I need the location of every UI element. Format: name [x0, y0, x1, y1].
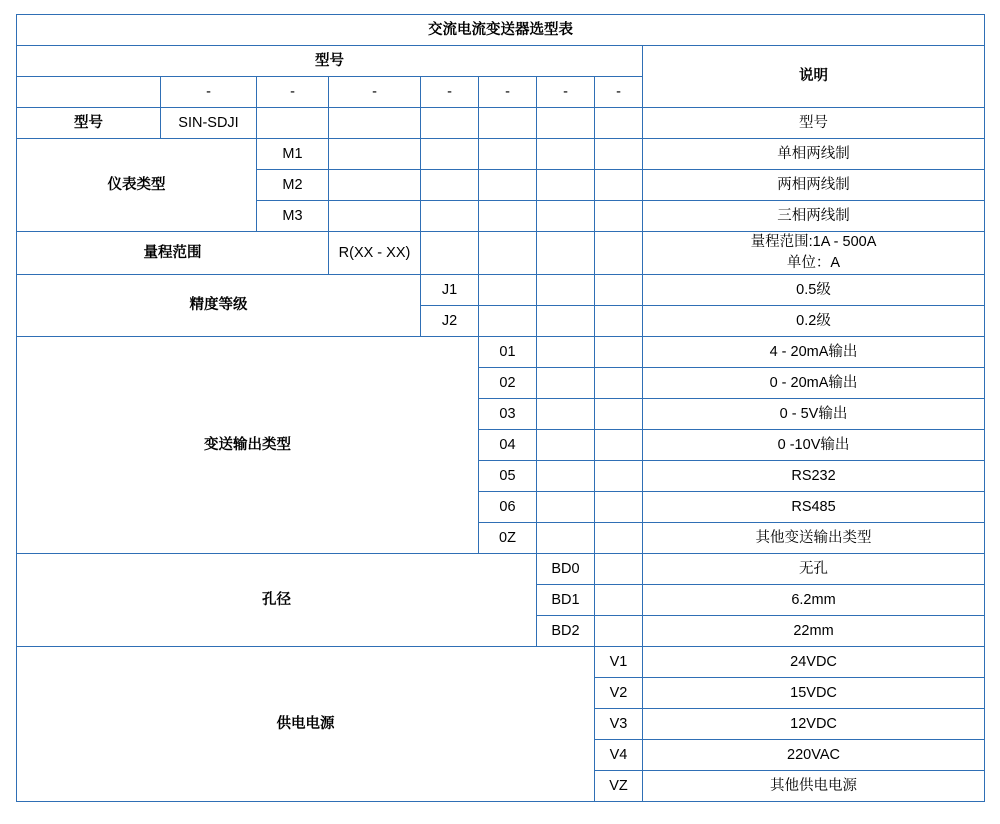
empty-cell: [595, 275, 643, 306]
output-type-code-04: 04: [479, 430, 537, 461]
row-label-model: 型号: [17, 108, 161, 139]
empty-cell: [479, 201, 537, 232]
empty-cell: [595, 399, 643, 430]
output-type-desc-06: RS485: [643, 492, 985, 523]
empty-cell: [257, 108, 329, 139]
empty-cell: [329, 108, 421, 139]
page-title: 交流电流变送器选型表: [17, 15, 985, 46]
aperture-desc-bd1: 6.2mm: [643, 585, 985, 616]
empty-cell: [595, 139, 643, 170]
empty-cell: [537, 306, 595, 337]
accuracy-desc-j1: 0.5级: [643, 275, 985, 306]
empty-cell: [595, 585, 643, 616]
output-type-code-02: 02: [479, 368, 537, 399]
output-type-code-06: 06: [479, 492, 537, 523]
ac-current-transducer-selection-table: [16, 14, 985, 802]
dash-cell-3: -: [329, 77, 421, 108]
table-row: [17, 554, 985, 585]
empty-cell: [537, 337, 595, 368]
dash-cell-6: -: [537, 77, 595, 108]
output-type-desc-02: 0 - 20mA输出: [643, 368, 985, 399]
empty-cell: [595, 616, 643, 647]
meter-type-desc-m3: 三相两线制: [643, 201, 985, 232]
meter-type-code-m2: M2: [257, 170, 329, 201]
dash-cell-5: -: [479, 77, 537, 108]
power-code-v1: V1: [595, 647, 643, 678]
empty-cell: [479, 306, 537, 337]
empty-cell: [537, 430, 595, 461]
range-desc: [643, 232, 985, 275]
aperture-code-bd0: BD0: [537, 554, 595, 585]
empty-cell: [595, 461, 643, 492]
empty-cell: [595, 492, 643, 523]
row-label-meter-type: 仪表类型: [17, 139, 257, 232]
power-code-v3: V3: [595, 709, 643, 740]
empty-cell: [595, 170, 643, 201]
output-type-desc-05: RS232: [643, 461, 985, 492]
dash-cell-4: -: [421, 77, 479, 108]
empty-cell: [595, 201, 643, 232]
empty-cell: [479, 108, 537, 139]
empty-cell: [421, 232, 479, 275]
row-label-range: 量程范围: [17, 232, 329, 275]
aperture-code-bd1: BD1: [537, 585, 595, 616]
empty-cell: [329, 170, 421, 201]
empty-cell: [537, 368, 595, 399]
meter-type-desc-m1: 单相两线制: [643, 139, 985, 170]
empty-cell: [595, 523, 643, 554]
dash-cell-7: -: [595, 77, 643, 108]
empty-cell: [537, 201, 595, 232]
meter-type-desc-m2: 两相两线制: [643, 170, 985, 201]
power-code-vz: VZ: [595, 771, 643, 802]
empty-cell: [595, 554, 643, 585]
output-type-code-0z: 0Z: [479, 523, 537, 554]
table-row: [17, 46, 985, 77]
empty-cell: [329, 201, 421, 232]
table-row: [17, 108, 985, 139]
empty-cell: [479, 139, 537, 170]
row-label-power: 供电电源: [17, 647, 595, 802]
output-type-code-03: 03: [479, 399, 537, 430]
empty-cell: [537, 232, 595, 275]
power-code-v4: V4: [595, 740, 643, 771]
aperture-desc-bd0: 无孔: [643, 554, 985, 585]
output-type-code-01: 01: [479, 337, 537, 368]
empty-cell: [479, 232, 537, 275]
empty-cell: [595, 430, 643, 461]
power-desc-v1: 24VDC: [643, 647, 985, 678]
table-row: [17, 139, 985, 170]
empty-cell: [595, 232, 643, 275]
power-desc-v2: 15VDC: [643, 678, 985, 709]
power-code-v2: V2: [595, 678, 643, 709]
power-desc-vz: 其他供电电源: [643, 771, 985, 802]
model-code: SIN-SDJI: [161, 108, 257, 139]
power-desc-v3: 12VDC: [643, 709, 985, 740]
row-label-output-type: 变送输出类型: [17, 337, 479, 554]
empty-cell: [479, 275, 537, 306]
range-code: R(XX - XX): [329, 232, 421, 275]
aperture-desc-bd2: 22mm: [643, 616, 985, 647]
table-row: [17, 275, 985, 306]
dash-cell-1: -: [161, 77, 257, 108]
empty-cell: [537, 275, 595, 306]
table-row: [17, 15, 985, 46]
table-row: [17, 647, 985, 678]
range-desc-line1: 量程范围:1A - 500A: [750, 234, 877, 250]
empty-cell: [421, 201, 479, 232]
dash-cell-0: [17, 77, 161, 108]
empty-cell: [329, 139, 421, 170]
aperture-code-bd2: BD2: [537, 616, 595, 647]
output-type-desc-03: 0 - 5V输出: [643, 399, 985, 430]
output-type-desc-0z: 其他变送输出类型: [643, 523, 985, 554]
accuracy-code-j1: J1: [421, 275, 479, 306]
accuracy-code-j2: J2: [421, 306, 479, 337]
empty-cell: [537, 492, 595, 523]
empty-cell: [595, 108, 643, 139]
header-description: 说明: [643, 46, 985, 108]
output-type-desc-04: 0 -10V输出: [643, 430, 985, 461]
model-desc: 型号: [643, 108, 985, 139]
empty-cell: [595, 368, 643, 399]
row-label-accuracy: 精度等级: [17, 275, 421, 337]
meter-type-code-m1: M1: [257, 139, 329, 170]
empty-cell: [595, 306, 643, 337]
empty-cell: [595, 337, 643, 368]
empty-cell: [421, 108, 479, 139]
empty-cell: [537, 399, 595, 430]
empty-cell: [479, 170, 537, 201]
table-row: [17, 337, 985, 368]
empty-cell: [537, 523, 595, 554]
empty-cell: [421, 170, 479, 201]
meter-type-code-m3: M3: [257, 201, 329, 232]
output-type-desc-01: 4 - 20mA输出: [643, 337, 985, 368]
header-model-group: 型号: [17, 46, 643, 77]
accuracy-desc-j2: 0.2级: [643, 306, 985, 337]
range-desc-line2: 单位：A: [786, 255, 841, 272]
empty-cell: [421, 139, 479, 170]
power-desc-v4: 220VAC: [643, 740, 985, 771]
empty-cell: [537, 108, 595, 139]
empty-cell: [537, 139, 595, 170]
row-label-aperture: 孔径: [17, 554, 537, 647]
output-type-code-05: 05: [479, 461, 537, 492]
empty-cell: [537, 170, 595, 201]
empty-cell: [537, 461, 595, 492]
dash-cell-2: -: [257, 77, 329, 108]
